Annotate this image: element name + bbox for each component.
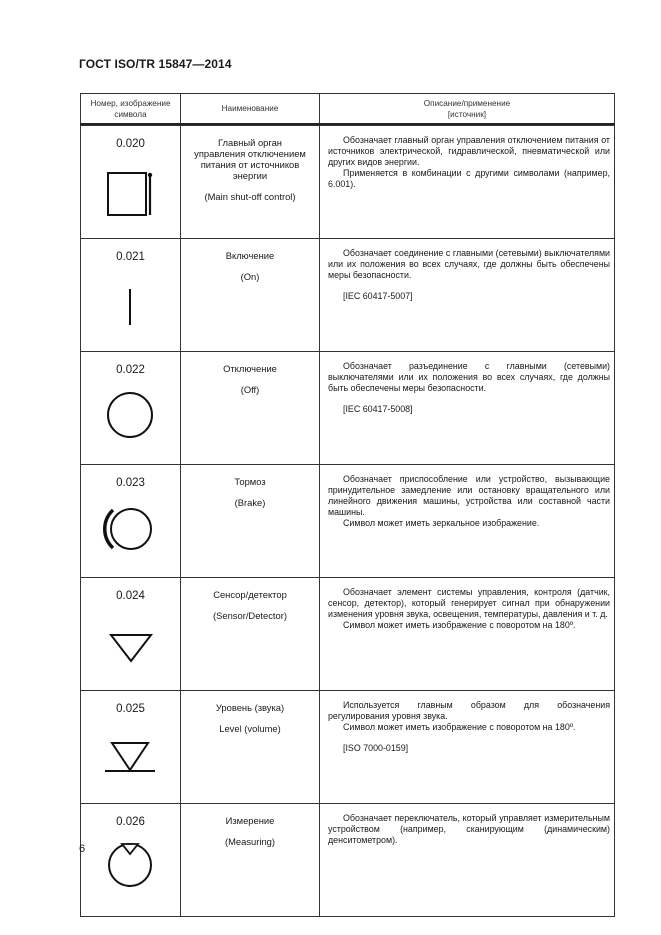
main-shutoff-symbol-icon bbox=[81, 126, 181, 227]
desc-text: Обозначает элемент системы управления, контроля (датчик, сенсор, детектор), который генерирует сигнал при обнаружении изменения уровня звука, освещения, температуры, давления и т. д. bbox=[328, 587, 610, 619]
name-en: (Off) bbox=[240, 384, 260, 395]
header-code-line2: символа bbox=[114, 109, 147, 119]
name-en: (On) bbox=[240, 271, 260, 282]
brake-symbol-icon bbox=[81, 465, 181, 566]
symbol-cell bbox=[81, 804, 181, 917]
document-title: ГОСТ ISO/TR 15847—2014 bbox=[79, 57, 232, 71]
off-symbol-icon bbox=[81, 352, 181, 453]
name-ru: управления отключением bbox=[194, 148, 306, 159]
desc-text: Обозначает переключатель, который управляет измерительным устройством (например, сканирующим (динамическим) денситометром). bbox=[328, 813, 610, 845]
name-ru: Сенсор/детектор bbox=[213, 589, 287, 600]
name-ru: Тормоз bbox=[234, 476, 266, 487]
desc-text: Символ может иметь изображение с поворотом на 180º. bbox=[343, 722, 576, 732]
name-ru: Включение bbox=[225, 250, 275, 261]
desc-reference: [IEC 60417-5008] bbox=[343, 404, 413, 414]
name-cell bbox=[181, 465, 320, 578]
desc-text: Обозначает разъединение с главными (сетевыми) выключателями или их положения во всех случаях, где должны быть обеспечены меры безопасности. bbox=[328, 361, 610, 393]
desc-reference: [ISO 7000-0159] bbox=[343, 743, 409, 753]
name-ru: энергии bbox=[232, 170, 268, 181]
name-cell bbox=[181, 239, 320, 352]
symbol-code: 0.023 bbox=[116, 477, 145, 489]
page-number: 6 bbox=[79, 843, 86, 855]
desc-text: Символ может иметь зеркальное изображение. bbox=[343, 518, 540, 528]
symbol-cell bbox=[81, 126, 181, 239]
header-desc-line2: [источник] bbox=[447, 109, 487, 119]
desc-cell bbox=[320, 352, 615, 465]
name-en: (Main shut-off control) bbox=[204, 191, 296, 202]
symbol-code: 0.026 bbox=[116, 816, 145, 828]
name-en: (Brake) bbox=[234, 497, 266, 508]
desc-text: Обозначает главный орган управления отключением питания от источников электрической, гидравлической, пневматической или других видов энергии. bbox=[328, 135, 610, 167]
desc-text: Обозначает приспособление или устройство, вызывающие принудительное замедление или остановку вращательного или линейного движения машины, устройства или составной части машины. bbox=[328, 474, 610, 517]
desc-text: Символ может иметь изображение с поворотом на 180º. bbox=[343, 620, 576, 630]
name-ru: Измерение bbox=[225, 815, 275, 826]
sensor-symbol-icon bbox=[81, 578, 181, 679]
symbol-code: 0.024 bbox=[116, 590, 145, 602]
desc-cell bbox=[320, 239, 615, 352]
symbol-cell bbox=[81, 239, 181, 352]
measuring-symbol-icon bbox=[81, 804, 181, 905]
desc-text: Обозначает соединение с главными (сетевыми) выключателями или их положения во всех случаях, где должны быть обеспечены меры безопасности. bbox=[328, 248, 610, 280]
symbol-table bbox=[80, 93, 615, 917]
table-row bbox=[81, 239, 615, 352]
name-cell bbox=[181, 126, 320, 239]
name-en: (Sensor/Detector) bbox=[213, 610, 287, 621]
symbol-cell bbox=[81, 691, 181, 804]
desc-cell bbox=[320, 465, 615, 578]
table-row bbox=[81, 691, 615, 804]
header-desc bbox=[320, 94, 615, 125]
symbol-code: 0.022 bbox=[116, 364, 145, 376]
symbol-cell bbox=[81, 465, 181, 578]
on-symbol-icon bbox=[81, 239, 181, 340]
desc-cell bbox=[320, 804, 615, 917]
name-en: Level (volume) bbox=[219, 723, 281, 734]
symbol-code: 0.025 bbox=[116, 703, 145, 715]
table-row bbox=[81, 352, 615, 465]
desc-cell bbox=[320, 578, 615, 691]
symbol-code: 0.020 bbox=[116, 138, 145, 150]
name-ru: Главный орган bbox=[217, 137, 282, 148]
table-header-row bbox=[81, 94, 615, 125]
header-desc-line1: Описание/применение bbox=[423, 98, 511, 108]
desc-text: Применяется в комбинации с другими символами (например, 6.001). bbox=[328, 168, 610, 189]
name-ru: Уровень (звука) bbox=[215, 702, 285, 713]
level-volume-symbol-icon bbox=[81, 691, 181, 792]
table-row bbox=[81, 578, 615, 691]
table-row bbox=[81, 804, 615, 917]
name-en: (Measuring) bbox=[224, 836, 275, 847]
table-row bbox=[81, 465, 615, 578]
header-code-line1: Номер, изображение bbox=[90, 98, 171, 108]
desc-reference: [IEC 60417-5007] bbox=[343, 291, 413, 301]
desc-text: Используется главным образом для обозначения регулирования уровня звука. bbox=[328, 700, 610, 721]
desc-cell bbox=[320, 691, 615, 804]
name-ru: Отключение bbox=[223, 363, 277, 374]
symbol-code: 0.021 bbox=[116, 251, 145, 263]
header-code bbox=[81, 94, 181, 125]
name-ru: питания от источников bbox=[200, 159, 300, 170]
header-name: Наименование bbox=[181, 94, 320, 125]
desc-cell bbox=[320, 126, 615, 239]
name-cell bbox=[181, 691, 320, 804]
name-cell bbox=[181, 578, 320, 691]
name-cell bbox=[181, 804, 320, 917]
table-row bbox=[81, 126, 615, 239]
name-cell bbox=[181, 352, 320, 465]
symbol-cell bbox=[81, 352, 181, 465]
symbol-cell bbox=[81, 578, 181, 691]
